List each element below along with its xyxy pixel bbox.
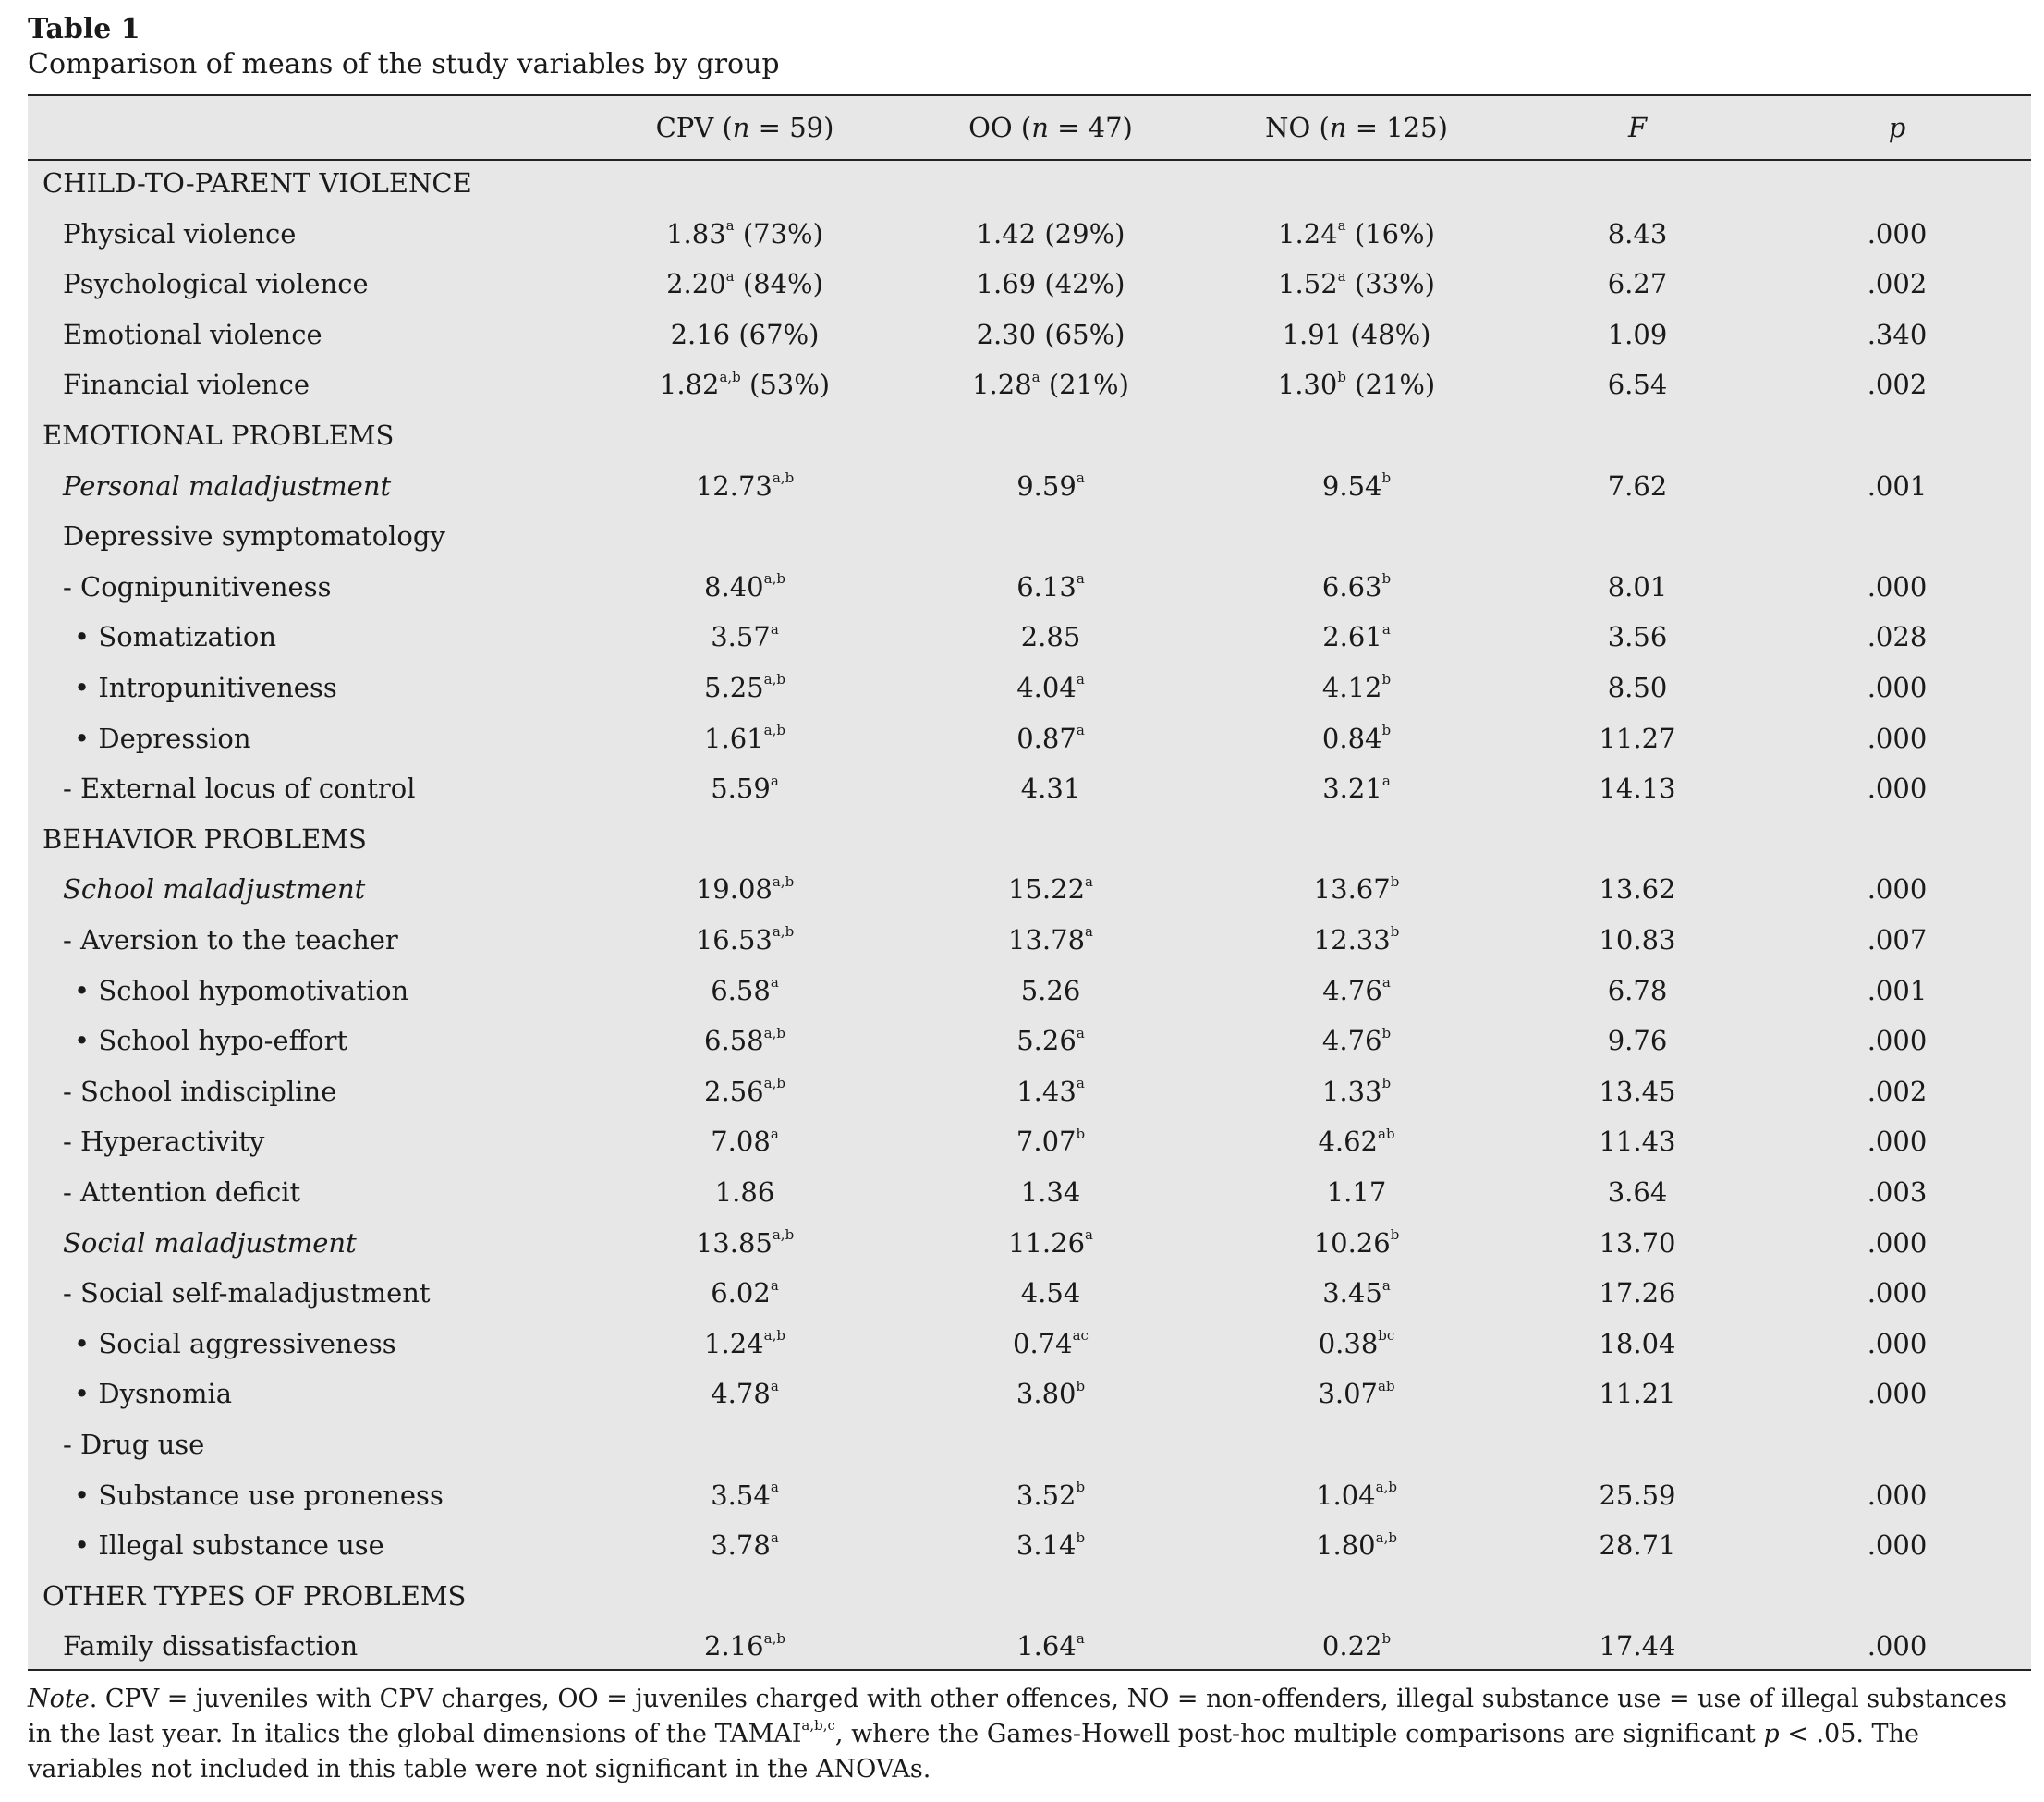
cell-value: 1.80: [1316, 1529, 1376, 1562]
cell-no: [1322, 671, 1391, 704]
cell-cpv: [704, 1629, 785, 1662]
cell-cpv: [711, 1276, 779, 1309]
cell-superscript: a: [1076, 721, 1085, 738]
row-label: • Substance use proneness: [74, 1479, 444, 1511]
cell-oo: [977, 318, 1125, 351]
cell-value: 1.83: [666, 217, 726, 250]
cell-no: [1283, 318, 1431, 351]
row-label: • Depression: [74, 722, 251, 754]
cell-superscript: a: [1076, 570, 1085, 588]
cell-oo: [1016, 1479, 1085, 1512]
cell-value: 1.69 (42%): [976, 268, 1125, 300]
cell-value: 4.04: [1016, 672, 1077, 703]
cell-oo: [1008, 923, 1093, 956]
cell-cpv: [711, 772, 779, 805]
cell-superscript: b: [1381, 671, 1392, 688]
cell-superscript: a: [770, 1377, 779, 1394]
cell-superscript: b: [1076, 1125, 1086, 1142]
cell-cpv: [711, 974, 779, 1007]
cell-superscript: a: [1337, 216, 1346, 234]
row-label: Personal maladjustment: [63, 469, 392, 502]
row-label: • Intropunitiveness: [74, 672, 337, 703]
cell-p: .000: [1867, 1378, 1928, 1410]
row-label: • School hypomotivation: [74, 974, 409, 1006]
cell-value: 1.86: [714, 1176, 775, 1208]
header-oo: OO (n = 47): [968, 112, 1133, 143]
cell-value: 2.20: [666, 268, 726, 300]
row-label: Physical violence: [63, 217, 297, 250]
row-label: - Attention deficit: [63, 1176, 301, 1208]
cell-percent: (21%): [1048, 369, 1129, 401]
cell-oo: [1016, 1075, 1085, 1108]
cell-superscript: a,b: [763, 671, 785, 688]
cell-superscript: a: [1076, 671, 1085, 688]
cell-superscript: a: [725, 216, 735, 234]
cell-no: [1322, 1075, 1391, 1108]
cell-value: 1.52: [1278, 268, 1338, 300]
table-caption: Comparison of means of the study variables by group: [28, 48, 780, 80]
cell-value: 3.57: [711, 621, 771, 653]
cell-value: 1.64: [1016, 1630, 1077, 1662]
cell-superscript: a: [770, 772, 779, 789]
cell-oo: [1016, 722, 1085, 755]
cell-no: [1318, 1377, 1394, 1410]
cell-p: .000: [1867, 217, 1928, 250]
cell-value: 3.21: [1322, 773, 1382, 805]
cell-superscript: ab: [1378, 1125, 1395, 1142]
cell-oo: [1021, 974, 1081, 1007]
cell-value: 1.33: [1321, 1075, 1382, 1107]
cell-cpv: [666, 217, 823, 250]
cell-value: 4.62: [1318, 1126, 1379, 1158]
cell-value: 2.16: [704, 1630, 764, 1662]
row-label: - Cognipunitiveness: [63, 570, 332, 603]
cell-cpv: [696, 469, 794, 503]
cell-value: 10.26: [1313, 1226, 1391, 1259]
section-heading: EMOTIONAL PROBLEMS: [43, 420, 395, 451]
cell-value: 1.34: [1020, 1176, 1081, 1208]
cell-oo: [1016, 1024, 1085, 1057]
cell-oo: [1016, 570, 1085, 603]
cell-superscript: a: [1085, 872, 1093, 890]
cell-value: 0.38: [1318, 1327, 1379, 1359]
cell-oo: [1008, 872, 1093, 906]
cell-f: 10.83: [1599, 924, 1676, 956]
row-label: - School indiscipline: [63, 1075, 337, 1107]
cell-no: [1314, 872, 1400, 906]
header-f: F: [1627, 112, 1648, 143]
cell-percent: (73%): [742, 217, 823, 250]
cell-value: 9.54: [1321, 469, 1382, 502]
cell-oo: [1016, 671, 1085, 704]
cell-oo: [1021, 1276, 1081, 1309]
cell-value: 13.85: [695, 1226, 773, 1259]
cell-f: 13.70: [1599, 1226, 1676, 1259]
cell-p: .001: [1867, 974, 1928, 1006]
cell-f: 8.50: [1607, 672, 1668, 703]
row-label: Emotional violence: [63, 318, 322, 350]
cell-oo: [1016, 1629, 1085, 1662]
cell-p: .007: [1867, 924, 1928, 956]
cell-superscript: a: [1381, 620, 1391, 638]
cell-oo: [1016, 1125, 1085, 1158]
cell-superscript: a,b: [1375, 1478, 1397, 1495]
cell-superscript: b: [1076, 1377, 1086, 1394]
cell-value: 3.54: [711, 1479, 771, 1511]
row-label: • School hypo-effort: [74, 1025, 348, 1057]
header-rule: [28, 159, 2031, 161]
cell-no: [1322, 1629, 1391, 1662]
cell-oo: [1008, 1226, 1093, 1260]
cell-no: [1322, 974, 1391, 1007]
cell-value: 13.67: [1313, 873, 1391, 906]
cell-f: 13.62: [1599, 873, 1676, 906]
cell-oo: [1016, 1528, 1085, 1562]
header-no: NO (n = 125): [1265, 112, 1448, 143]
table-note: Note. CPV = juveniles with CPV charges, OO = juveniles charged with other offences, NO = non-offenders, illegal substance use = use of illegal substances in the last year. In italics the global dimensions of the TAMAI$^{a,b,c}$, where the Games-Howell post-hoc multiple comparisons are significant p < .05. The variables not included in this table were not significant in the ANOVAs.: [28, 1685, 2007, 1784]
cell-value: 12.73: [695, 469, 773, 502]
cell-value: 4.54: [1020, 1277, 1081, 1309]
cell-superscript: a,b: [763, 1075, 785, 1092]
cell-value: 13.78: [1008, 924, 1086, 956]
cell-value: 19.08: [695, 873, 773, 906]
cell-f: 13.45: [1599, 1075, 1676, 1107]
cell-f: 28.71: [1599, 1529, 1676, 1562]
row-label: - Aversion to the teacher: [63, 924, 398, 956]
cell-superscript: a,b: [763, 1327, 785, 1345]
cell-value: 1.24: [704, 1327, 764, 1359]
cell-f: 25.59: [1599, 1479, 1676, 1511]
row-label: Family dissatisfaction: [63, 1630, 359, 1662]
cell-superscript: bc: [1378, 1327, 1395, 1345]
cell-value: 2.85: [1020, 621, 1081, 653]
cell-oo: [1016, 1377, 1085, 1410]
cell-p: .002: [1867, 268, 1928, 300]
cell-superscript: a: [1031, 368, 1040, 385]
header-p: p: [1888, 112, 1906, 143]
cell-cpv: [704, 1327, 785, 1360]
cell-oo: [972, 368, 1129, 401]
cell-superscript: a: [1381, 973, 1391, 991]
cell-superscript: a: [1076, 1075, 1085, 1092]
cell-no: [1322, 772, 1391, 805]
cell-f: 6.78: [1607, 974, 1668, 1006]
cell-cpv: [704, 570, 785, 603]
cell-value: 4.76: [1322, 974, 1382, 1006]
cell-value: 4.12: [1321, 672, 1382, 703]
cell-superscript: a,b: [772, 1225, 795, 1243]
cell-no: [1278, 267, 1435, 300]
cell-superscript: a: [1076, 469, 1085, 486]
cell-no: [1322, 620, 1391, 653]
cell-value: 4.31: [1020, 773, 1081, 805]
cell-value: 2.61: [1322, 621, 1382, 653]
cell-value: 5.26: [1020, 974, 1081, 1006]
cell-superscript: b: [1381, 469, 1392, 486]
cell-percent: (84%): [742, 268, 823, 300]
cell-cpv: [711, 620, 779, 653]
cell-cpv: [711, 1528, 779, 1562]
cell-p: .002: [1867, 369, 1928, 401]
cell-no: [1318, 1125, 1394, 1158]
cell-cpv: [704, 722, 785, 755]
cell-oo: [1016, 469, 1085, 503]
cell-value: 6.63: [1321, 570, 1382, 603]
cell-cpv: [696, 1226, 794, 1260]
cell-value: 8.40: [704, 570, 764, 603]
cell-no: [1316, 1528, 1397, 1562]
cell-value: 5.59: [711, 773, 771, 805]
cell-value: 3.78: [711, 1529, 771, 1562]
cell-p: .002: [1867, 1075, 1928, 1107]
row-label: • Somatization: [74, 621, 277, 653]
cell-cpv: [704, 671, 785, 704]
cell-superscript: ac: [1072, 1327, 1089, 1345]
row-label: - Drug use: [63, 1429, 205, 1460]
cell-value: 1.91 (48%): [1282, 318, 1431, 350]
table-title: Table 1: [28, 13, 140, 45]
cell-superscript: a: [770, 973, 779, 991]
cell-f: 11.27: [1599, 722, 1676, 754]
cell-value: 6.13: [1016, 570, 1077, 603]
cell-value: 15.22: [1008, 873, 1086, 906]
cell-superscript: b: [1381, 1075, 1392, 1092]
cell-no: [1314, 923, 1400, 956]
cell-no: [1314, 1226, 1400, 1260]
cell-superscript: a: [1085, 1225, 1093, 1243]
cell-p: .028: [1867, 621, 1928, 653]
cell-superscript: ab: [1378, 1377, 1395, 1394]
row-label: • Social aggressiveness: [74, 1327, 396, 1359]
cell-p: .003: [1867, 1176, 1928, 1208]
cell-f: 1.09: [1607, 318, 1668, 350]
cell-p: .001: [1867, 469, 1928, 502]
cell-value: 2.56: [704, 1075, 764, 1107]
cell-no: [1322, 722, 1391, 755]
cell-no: [1316, 1479, 1397, 1512]
cell-p: .000: [1867, 1529, 1928, 1562]
row-label: Psychological violence: [63, 268, 369, 300]
cell-oo: [1021, 1175, 1081, 1209]
cell-value: 1.28: [972, 369, 1032, 401]
cell-superscript: a: [770, 1528, 779, 1546]
cell-superscript: a: [1076, 1629, 1085, 1647]
cell-cpv: [671, 318, 820, 351]
cell-f: 8.01: [1607, 570, 1668, 603]
cell-value: 0.87: [1016, 722, 1077, 754]
cell-f: 3.64: [1607, 1176, 1668, 1208]
cell-cpv: [711, 1125, 779, 1158]
cell-oo: [1021, 772, 1081, 805]
cell-value: 9.59: [1016, 469, 1077, 502]
row-label: - External locus of control: [63, 773, 416, 805]
cell-superscript: a: [725, 267, 735, 285]
cell-value: 4.78: [711, 1378, 771, 1410]
cell-value: 0.22: [1321, 1630, 1382, 1662]
cell-superscript: a,b: [763, 1629, 785, 1647]
cell-f: 11.21: [1599, 1378, 1676, 1410]
row-label: Financial violence: [63, 369, 310, 401]
cell-value: 6.02: [711, 1277, 771, 1309]
cell-no: [1319, 1327, 1395, 1360]
cell-superscript: b: [1076, 1528, 1086, 1546]
cell-superscript: b: [1381, 1629, 1392, 1647]
cell-p: .000: [1867, 773, 1928, 805]
cell-f: 14.13: [1599, 773, 1676, 805]
cell-value: 5.25: [704, 672, 764, 703]
cell-superscript: a: [770, 1125, 779, 1142]
row-label: School maladjustment: [63, 873, 366, 906]
cell-no: [1322, 1276, 1391, 1309]
cell-p: .340: [1867, 318, 1928, 350]
cell-superscript: a,b: [719, 368, 741, 385]
cell-value: 3.52: [1016, 1479, 1077, 1511]
cell-value: 2.16 (67%): [670, 318, 820, 350]
cell-p: .000: [1867, 1126, 1928, 1158]
cell-f: 7.62: [1607, 469, 1668, 502]
row-label: Social maladjustment: [63, 1226, 357, 1259]
row-label: • Dysnomia: [74, 1378, 233, 1410]
cell-value: 12.33: [1313, 924, 1391, 956]
cell-p: .000: [1867, 1277, 1928, 1309]
cell-superscript: a,b: [772, 469, 795, 486]
cell-cpv: [696, 872, 794, 906]
cell-value: 3.07: [1318, 1378, 1379, 1410]
cell-value: 1.42 (29%): [976, 217, 1125, 250]
cell-oo: [977, 217, 1125, 250]
cell-value: 5.26: [1016, 1025, 1077, 1057]
cell-value: 1.30: [1277, 369, 1338, 401]
row-label: - Hyperactivity: [63, 1126, 265, 1158]
cell-no: [1327, 1175, 1387, 1209]
cell-value: 7.08: [711, 1126, 771, 1158]
cell-superscript: a: [1085, 923, 1093, 941]
cell-f: 18.04: [1599, 1327, 1676, 1359]
cell-oo: [1021, 620, 1081, 653]
cell-value: 6.58: [711, 974, 771, 1006]
cell-superscript: b: [1390, 872, 1400, 890]
cell-superscript: a: [770, 1276, 779, 1294]
cell-value: 1.82: [659, 369, 720, 401]
cell-f: 11.43: [1599, 1126, 1676, 1158]
cell-cpv: [704, 1075, 785, 1108]
cell-percent: (21%): [1355, 369, 1436, 401]
cell-superscript: b: [1390, 923, 1400, 941]
cell-f: 17.44: [1599, 1630, 1676, 1662]
cell-f: 17.26: [1599, 1277, 1676, 1309]
cell-cpv: [666, 267, 823, 300]
row-label: • Illegal substance use: [74, 1529, 384, 1562]
cell-value: 1.04: [1316, 1479, 1376, 1511]
cell-value: 2.30 (65%): [976, 318, 1125, 350]
cell-superscript: a,b: [763, 570, 785, 588]
cell-no: [1322, 469, 1391, 503]
section-heading: BEHAVIOR PROBLEMS: [43, 822, 367, 855]
cell-p: .000: [1867, 672, 1928, 703]
cell-p: .000: [1867, 1479, 1928, 1511]
cell-cpv: [715, 1175, 775, 1209]
cell-superscript: a: [1381, 772, 1391, 789]
cell-no: [1322, 570, 1391, 603]
cell-p: .000: [1867, 1226, 1928, 1259]
cell-value: 1.43: [1016, 1075, 1077, 1107]
section-heading: OTHER TYPES OF PROBLEMS: [43, 1579, 467, 1612]
cell-percent: (33%): [1354, 268, 1435, 300]
cell-superscript: a,b: [763, 721, 785, 738]
cell-value: 1.17: [1326, 1176, 1387, 1208]
cell-value: 16.53: [695, 924, 773, 956]
row-label: Depressive symptomatology: [63, 520, 445, 553]
cell-p: .000: [1867, 1630, 1928, 1662]
cell-no: [1278, 217, 1435, 250]
cell-superscript: a: [770, 1478, 779, 1495]
cell-value: 1.24: [1278, 217, 1338, 250]
cell-superscript: b: [1076, 1478, 1086, 1495]
cell-value: 4.76: [1321, 1025, 1382, 1057]
cell-value: 1.61: [704, 722, 764, 754]
cell-value: 0.84: [1321, 722, 1382, 754]
cell-percent: (53%): [749, 369, 831, 401]
cell-superscript: a,b: [1375, 1528, 1397, 1546]
cell-p: .000: [1867, 570, 1928, 603]
cell-superscript: a,b: [772, 923, 795, 941]
cell-cpv: [696, 923, 794, 956]
cell-superscript: b: [1337, 368, 1346, 385]
section-heading: CHILD-TO-PARENT VIOLENCE: [43, 167, 472, 199]
cell-superscript: b: [1381, 721, 1392, 738]
data-table: [28, 94, 2031, 1671]
cell-f: 8.43: [1607, 217, 1668, 250]
cell-oo: [1013, 1327, 1089, 1360]
cell-value: 6.58: [704, 1025, 764, 1057]
cell-superscript: a: [1076, 1024, 1085, 1041]
cell-p: .000: [1867, 1327, 1928, 1359]
cell-percent: (16%): [1354, 217, 1435, 250]
cell-value: 11.26: [1008, 1226, 1086, 1259]
cell-superscript: b: [1390, 1225, 1400, 1243]
cell-value: 0.74: [1013, 1327, 1073, 1359]
cell-p: .000: [1867, 1025, 1928, 1057]
cell-f: 6.27: [1607, 268, 1668, 300]
cell-no: [1278, 368, 1436, 401]
cell-f: 3.56: [1607, 621, 1668, 653]
cell-superscript: a: [1337, 267, 1346, 285]
cell-p: .000: [1867, 722, 1928, 754]
cell-superscript: a: [1381, 1276, 1391, 1294]
cell-superscript: a: [770, 620, 779, 638]
cell-cpv: [711, 1377, 779, 1410]
cell-superscript: b: [1381, 1024, 1392, 1041]
cell-superscript: a,b: [772, 872, 795, 890]
row-label: - Social self-maladjustment: [63, 1277, 431, 1309]
cell-f: 6.54: [1607, 369, 1668, 401]
cell-p: .000: [1867, 873, 1928, 906]
cell-value: 3.45: [1322, 1277, 1382, 1309]
cell-cpv: [711, 1479, 779, 1512]
cell-value: 3.80: [1016, 1378, 1077, 1410]
cell-value: 3.14: [1016, 1529, 1077, 1562]
cell-superscript: a,b: [763, 1024, 785, 1041]
cell-value: 7.07: [1016, 1126, 1077, 1158]
cell-oo: [977, 267, 1125, 300]
header-cpv: CPV (n = 59): [655, 112, 834, 143]
cell-no: [1322, 1024, 1391, 1057]
cell-cpv: [660, 368, 830, 401]
cell-superscript: b: [1381, 570, 1392, 588]
cell-cpv: [704, 1024, 785, 1057]
cell-f: 9.76: [1607, 1025, 1668, 1057]
